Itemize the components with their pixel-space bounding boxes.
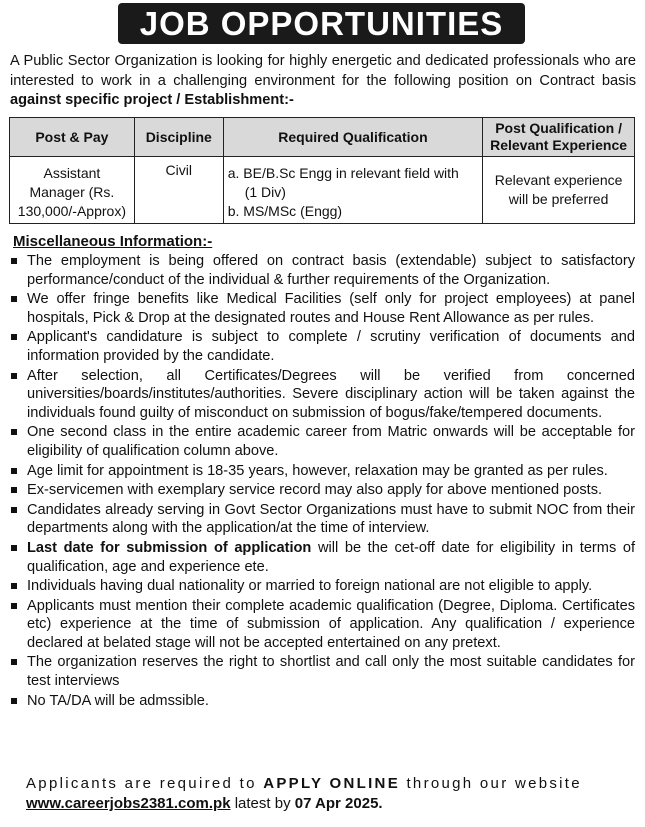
apply-suffix: through our website: [400, 775, 582, 792]
last-date-text: will be the cet-off date for eligibility in terms of qualification, age and experience ete.: [27, 539, 636, 575]
intro-bold-text: against specific project / Establishment:-: [10, 92, 294, 108]
list-item: [9, 539, 635, 576]
title-banner: [118, 3, 525, 44]
table-header-row: [10, 118, 635, 157]
experience-line1: Relevant experience: [494, 172, 623, 188]
header-experience-line1: Post Qualification /: [495, 120, 622, 136]
post-line: 130,000/-Approx): [17, 203, 126, 219]
cell-qualification: [223, 157, 482, 224]
last-date-label: Last date for submission of application: [27, 539, 312, 556]
post-line: Manager (Rs.: [29, 184, 115, 200]
deadline-date: 07 Apr 2025.: [294, 795, 383, 812]
apply-instructions: [26, 774, 636, 814]
list-item: The organization reserves the right to shortlist and call only the most suitable candidates for test interviews: [9, 653, 635, 690]
list-item: Applicants must mention their complete academic qualification (Degree, Diploma. Certificates etc) experience at the time of submission of application. Any qualification / experience declared at belated stage will not be accepted entertained on any pretext.: [9, 597, 635, 653]
list-item: Ex-servicemen with exemplary service record may also apply for above mentioned posts.: [9, 481, 635, 500]
post-line: Assistant: [43, 165, 101, 181]
qualification-b: b. MS/MSc (Engg): [227, 203, 343, 219]
intro-paragraph: [10, 52, 636, 111]
positions-table: [9, 117, 635, 224]
experience-line2: will be preferred: [508, 191, 609, 207]
list-item: Candidates already serving in Govt Sector Organizations must have to submit NOC from their departments along with the application/at the time of interview.: [9, 501, 635, 538]
cell-discipline: Civil: [134, 157, 223, 224]
misc-heading: Miscellaneous Information:-: [13, 233, 213, 250]
misc-list: [9, 252, 635, 711]
page-title: JOB OPPORTUNITIES: [139, 5, 504, 42]
header-discipline: Discipline: [134, 118, 223, 157]
list-item: Age limit for appointment is 18-35 years, however, relaxation may be granted as per rules.: [9, 462, 635, 481]
list-item: Applicant's candidature is subject to complete / scrutiny verification of documents and information provided by the candidate.: [9, 328, 635, 365]
qualification-a-line1: a. BE/B.Sc Engg in relevant field with: [227, 165, 459, 181]
website-link[interactable]: www.careerjobs2381.com.pk: [26, 795, 231, 812]
cell-experience: [483, 157, 635, 224]
cell-post-pay: [10, 157, 135, 224]
list-item: Individuals having dual nationality or married to foreign national are not eligible to apply.: [9, 577, 635, 596]
header-post-pay: Post & Pay: [10, 118, 135, 157]
list-item: The employment is being offered on contract basis (extendable) subject to satisfactory performance/conduct of the individual & further requirements of the Organization.: [9, 252, 635, 289]
header-qualification: Required Qualification: [223, 118, 482, 157]
intro-text: A Public Sector Organization is looking for highly energetic and dedicated professionals who are interested to work in a challenging environment for the following position on Contract basis: [10, 53, 636, 89]
list-item: After selection, all Certificates/Degrees will be verified from concerned universities/boards/institutes/authorities. Severe disciplinary action will be taken against the individuals found guilty of misconduct on submission of bogus/fake/tempered documents.: [9, 367, 635, 423]
list-item: We offer fringe benefits like Medical Facilities (self only for project employees) at panel hospitals, Pick & Drop at the designated routes and House Rent Allowance as per rules.: [9, 290, 635, 327]
date-prefix: latest by: [230, 795, 295, 812]
header-experience: [483, 118, 635, 157]
apply-online-label: APPLY ONLINE: [263, 775, 400, 792]
table-row: [10, 157, 635, 224]
list-item: No TA/DA will be admssible.: [9, 692, 635, 711]
list-item: One second class in the entire academic career from Matric onwards will be acceptable for eligibility of qualification column above.: [9, 423, 635, 460]
qualification-a-line2: (1 Div): [244, 184, 286, 200]
header-experience-line2: Relevant Experience: [490, 137, 628, 153]
apply-prefix: Applicants are required to: [26, 775, 264, 792]
apply-deadline-line: [26, 794, 636, 814]
apply-line: [26, 774, 636, 794]
